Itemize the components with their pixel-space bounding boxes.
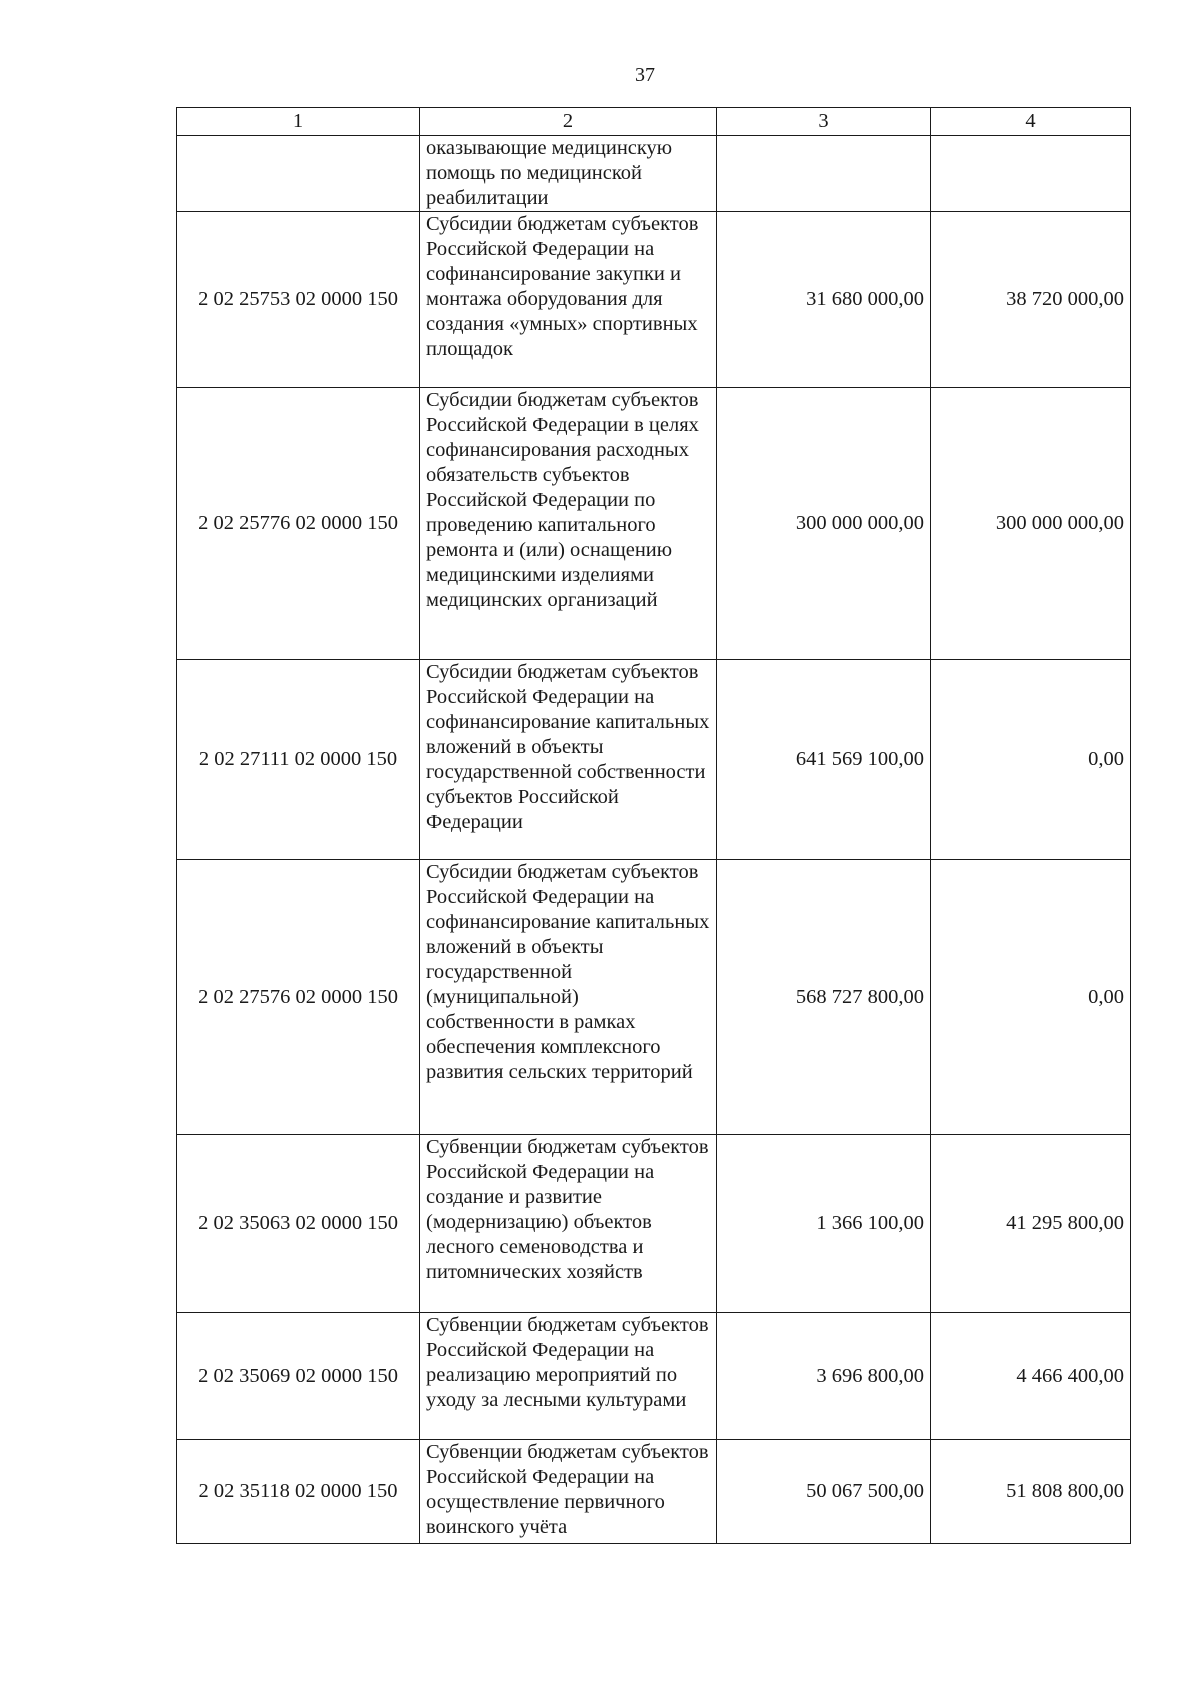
amount-col3-cell: 641 569 100,00: [717, 660, 931, 860]
description-cell: Субсидии бюджетам субъектов Российской Федерации на софинансирование капитальных вложений в объекты государственной собственности субъектов Российской Федерации: [420, 660, 717, 860]
amount-col3-cell: 3 696 800,00: [717, 1313, 931, 1440]
table-row: [177, 1135, 1131, 1313]
budget-code-cell: [177, 136, 420, 212]
amount-col4-cell: 4 466 400,00: [931, 1313, 1131, 1440]
amount-col4-cell: 51 808 800,00: [931, 1440, 1131, 1544]
amount-col4-cell: 38 720 000,00: [931, 212, 1131, 388]
column-header-1: 1: [177, 108, 420, 136]
column-header-4: 4: [931, 108, 1131, 136]
budget-code-cell: 2 02 35063 02 0000 150: [177, 1135, 420, 1313]
amount-col4-cell: [931, 136, 1131, 212]
description-cell: Субвенции бюджетам субъектов Российской Федерации на создание и развитие (модернизацию) объектов лесного семеноводства и питомнических хозяйств: [420, 1135, 717, 1313]
budget-code-cell: 2 02 27576 02 0000 150: [177, 860, 420, 1135]
description-cell: оказывающие медицинскую помощь по медицинской реабилитации: [420, 136, 717, 212]
table-row: [177, 1440, 1131, 1544]
amount-col3-cell: 1 366 100,00: [717, 1135, 931, 1313]
budget-code-cell: 2 02 25753 02 0000 150: [177, 212, 420, 388]
budget-code-cell: 2 02 27111 02 0000 150: [177, 660, 420, 860]
amount-col4-cell: 300 000 000,00: [931, 388, 1131, 660]
column-header-3: 3: [717, 108, 931, 136]
table-row: [177, 388, 1131, 660]
table-row: [177, 1313, 1131, 1440]
description-cell: Субвенции бюджетам субъектов Российской Федерации на осуществление первичного воинского учёта: [420, 1440, 717, 1544]
table-row: [177, 660, 1131, 860]
page-number: 37: [635, 64, 655, 86]
table-row: [177, 136, 1131, 212]
budget-code-cell: 2 02 35069 02 0000 150: [177, 1313, 420, 1440]
amount-col3-cell: 300 000 000,00: [717, 388, 931, 660]
table-row: [177, 212, 1131, 388]
description-cell: Субсидии бюджетам субъектов Российской Федерации на софинансирование капитальных вложений в объекты государственной (муниципальной) собственности в рамках обеспечения комплексного развития сельских территорий: [420, 860, 717, 1135]
amount-col4-cell: 0,00: [931, 860, 1131, 1135]
column-header-2: 2: [420, 108, 717, 136]
amount-col4-cell: 41 295 800,00: [931, 1135, 1131, 1313]
amount-col3-cell: 31 680 000,00: [717, 212, 931, 388]
description-cell: Субсидии бюджетам субъектов Российской Федерации на софинансирование закупки и монтажа оборудования для создания «умных» спортивных площадок: [420, 212, 717, 388]
amount-col4-cell: 0,00: [931, 660, 1131, 860]
amount-col3-cell: [717, 136, 931, 212]
table-row: [177, 860, 1131, 1135]
amount-col3-cell: 50 067 500,00: [717, 1440, 931, 1544]
table-header-row: [177, 108, 1131, 136]
description-cell: Субвенции бюджетам субъектов Российской Федерации на реализацию мероприятий по уходу за лесными культурами: [420, 1313, 717, 1440]
budget-code-cell: 2 02 35118 02 0000 150: [177, 1440, 420, 1544]
amount-col3-cell: 568 727 800,00: [717, 860, 931, 1135]
description-cell: Субсидии бюджетам субъектов Российской Федерации в целях софинансирования расходных обязательств субъектов Российской Федерации по проведению капитального ремонта и (или) оснащению медицинскими изделиями медицинских организаций: [420, 388, 717, 660]
budget-code-cell: 2 02 25776 02 0000 150: [177, 388, 420, 660]
budget-revenue-table: [176, 107, 1131, 1544]
